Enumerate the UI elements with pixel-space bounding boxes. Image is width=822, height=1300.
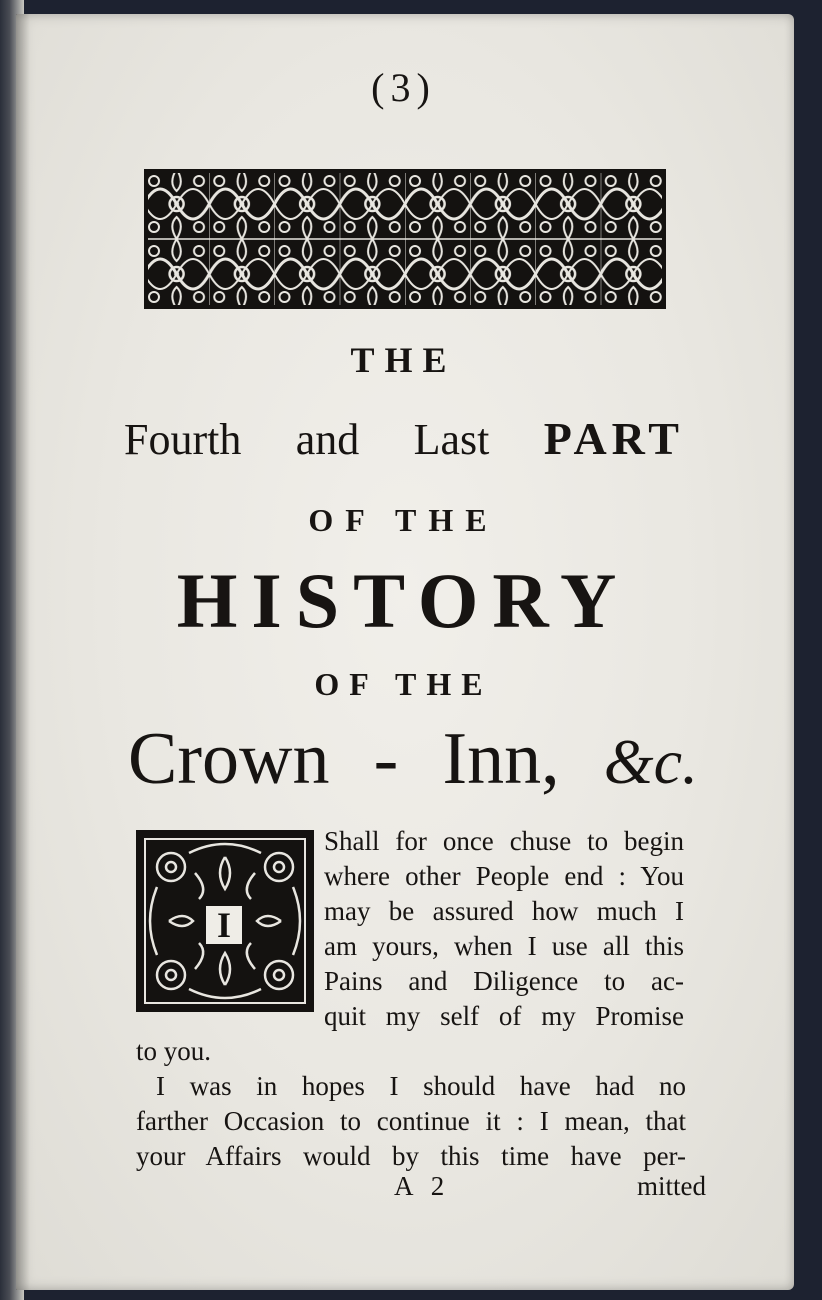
text-line: am yours, when I use all this: [324, 931, 684, 961]
catchword: mitted: [637, 1171, 706, 1201]
text-line: your Affairs would by this time have per-: [136, 1141, 686, 1171]
page-gutter-shadow: [16, 14, 30, 1290]
title-line-crown-inn: [128, 718, 698, 800]
title-line-fourth-and-last-part: [124, 412, 684, 465]
title-line-the: THE: [350, 340, 457, 380]
page-number: (3): [371, 65, 436, 110]
title-word: Crown: [128, 718, 330, 800]
text-line: farther Occasion to continue it : I mean, that: [136, 1106, 686, 1136]
title-line-history: HISTORY: [176, 557, 631, 644]
title-word: and: [295, 415, 360, 464]
text-line: where other People end : You: [324, 861, 684, 891]
text-line: may be assured how much I: [324, 896, 684, 926]
title-word: Inn,: [442, 718, 560, 800]
title-line-of-the-second: OF THE: [314, 666, 493, 702]
text-line: Pains and Diligence to ac-: [324, 966, 684, 996]
title-word: Last: [413, 415, 490, 464]
text-line: Shall for once chuse to begin: [324, 826, 684, 856]
page-footer: [136, 1161, 706, 1201]
book-page: [16, 14, 794, 1290]
ornamental-headpiece: [144, 169, 666, 309]
decorated-initial: [136, 830, 314, 1012]
text-line: to you.: [136, 1036, 212, 1066]
drop-cap-letter: I: [203, 903, 245, 947]
title-line-of-the: OF THE: [308, 502, 499, 538]
text-line: quit my self of my Promise: [324, 1001, 684, 1031]
title-word: PART: [543, 413, 684, 464]
title-etc: &c.: [603, 726, 698, 797]
title-word: -: [373, 718, 399, 800]
headpiece-ornament-pattern: [144, 169, 666, 309]
signature-mark: A 2: [394, 1171, 451, 1201]
title-word: Fourth: [124, 415, 242, 464]
text-line: I was in hopes I should have had no: [156, 1071, 686, 1101]
